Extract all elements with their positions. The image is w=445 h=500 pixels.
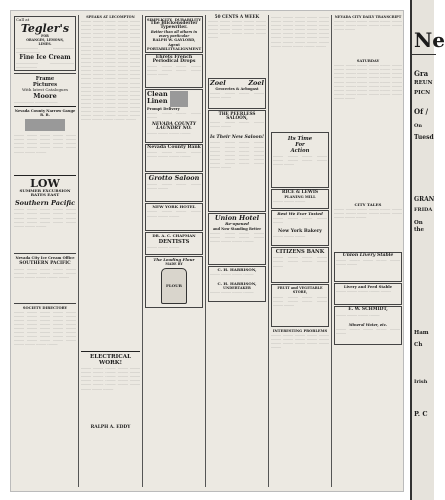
livery-feed-ad: [334, 283, 402, 305]
text-block: .......... .......... .......... .......... .......... .......... .......... .......... .......... .......... .......... .......... .......... .......... .......... .......... .......... .......... .......... .......... .......... .......... .......... .......... .......... .......... .......... .......... .......... .......... .......... .......... .......... .......... .......... .......... .......... .......... .......... ..........: [271, 15, 329, 48]
column-3: [145, 15, 203, 487]
of-heading: Of /: [414, 107, 429, 116]
text-block: .......... .......... .......... ..........: [210, 289, 254, 294]
zoel-name-right: Zoel: [248, 79, 264, 88]
frida-heading: FRIDA: [414, 207, 433, 213]
adjacent-page-edge: [410, 0, 445, 500]
dentists-ad: [145, 232, 203, 254]
schmidt-heading: E. W. SCHMIDT,: [348, 307, 388, 313]
column-5: [271, 15, 329, 487]
citizens-bank-heading: CITIZENS BANK: [275, 249, 325, 256]
text-block: .......... .......... .......... .......... .......... .......... .......... .......... .......... ..........: [273, 294, 327, 307]
gra-heading: Gra: [414, 69, 429, 78]
text-block: .......... .......... .......... .......... .......... ..........: [210, 91, 264, 100]
moore-ad: [14, 76, 76, 104]
moore-subline: With latest Catalogues: [21, 87, 69, 93]
text-block: ...................... ........................ .....................: [16, 61, 74, 70]
tuesd-heading: Tuesd: [414, 134, 434, 141]
its-time-heading: Its Time: [287, 136, 313, 142]
rice-lewis-heading: RICE & LEWIS: [281, 190, 319, 195]
fruit-store-heading: FRUIT and VEGETABLE STORE,: [277, 286, 323, 295]
rates-text: .......... .......... .......... .......... .......... .......... .......... .......... .......... .......... .......... .......... .......... .......... .......... .......... .......... .......... .......... .......... .......... .......... ..........: [14, 207, 76, 228]
zoel-row: [210, 80, 264, 87]
french-drops-heading: Ehrets French Periodical Drops: [152, 54, 196, 64]
grotto-ad: [145, 173, 203, 202]
divider: [412, 54, 436, 55]
p-c-heading: P. C: [414, 410, 428, 418]
simplicity-label: SIMPLICITY: [147, 18, 172, 22]
chapman-name: DR. A. C. CHAPMAN: [152, 233, 196, 239]
union-hotel-ad: [208, 213, 266, 264]
linen-heading: Linen: [147, 96, 168, 105]
divider: [14, 303, 76, 304]
union-hotel-heading: Union Hotel: [214, 214, 260, 223]
harrison-name-1: C. H. HARRISON,: [217, 266, 257, 272]
directory-text: .......... .......... .......... .......... .......... .......... .......... .......... .......... .......... .......... .......... .......... .......... .......... .......... .......... .......... .......... .......... .......... .......... .......... .......... .......... .......... .......... .......... .......... .......... .......... .......... .......... .......... .......... .......... .......... .......... .......... .......... .......... .......... .......... ..........: [14, 309, 76, 347]
typewriter-agent: RALPH W. GAYLORD, Agent: [152, 38, 196, 47]
tegler-line3: LIMES.: [38, 41, 52, 46]
on-heading: On: [414, 123, 422, 129]
low-heading: LOW: [30, 177, 60, 191]
divider: [14, 175, 76, 176]
electrical-work-heading: ELECTRICAL WORK!: [89, 354, 132, 367]
column-2: [81, 15, 140, 487]
text-block: .......... .......... .......... .......... ..........: [336, 289, 391, 294]
typewriter-bottom-row: [147, 47, 201, 51]
action-heading: Action: [290, 148, 310, 154]
timetable-text: .......... .......... .......... .......... .......... .......... .......... .......... .......... .......... .......... .......... .......... .......... .......... .......... .......... .......... .......... .......... .......... .......... ..........: [14, 133, 76, 154]
now-standing: and Now Standing Better: [212, 226, 262, 231]
french-drops-ad: [145, 54, 203, 88]
ch-heading: Ch: [414, 342, 423, 348]
new-york-hotel-ad: [145, 203, 203, 231]
ham-heading: Ham: [414, 330, 429, 336]
text-block: .......... .......... .......... ..........: [210, 271, 254, 276]
rates-east: RATES EAST: [30, 192, 60, 198]
text-block: .......... .......... .......... .......... .......... .......... .......... .......... .......... .......... .......... .......... .......... .......... .......... .......... .......... .......... .......... .......... .......... .......... .......... .......... .......... .......... .......... .......... .......... .......... .......... .......... .......... .......... .......... .......... .......... .......... .......... .......... .......... .......... .......... .......... .......... .......... .......... .......... .......... ..........: [334, 63, 402, 100]
nevada-bank-heading: Nevada County Bank: [147, 145, 201, 151]
for-heading: For: [295, 142, 305, 148]
text-block: .......... .......... .......... .......... .......... ..........: [336, 326, 400, 335]
text-block: .......... .......... .......... .......... .......... .......... .......... .......... .......... .......... .......... .......... .......... ..........: [334, 19, 402, 32]
clean-heading: Clean: [147, 89, 168, 98]
nevada-laundry-line2: LAUNDRY NO.: [156, 126, 192, 132]
column-4: [208, 15, 266, 487]
ralph-eddy: RALPH A. EDDY: [90, 425, 131, 431]
divider: [81, 351, 140, 352]
livery-feed-heading: Livery and Feed Stable: [343, 284, 393, 290]
train-illustration: [25, 119, 65, 131]
ice-cream-office: Nevada City Ice Cream Office: [15, 256, 75, 261]
zoel-name-left: Zoel: [210, 79, 226, 88]
tegler-call-at: Call at: [16, 17, 30, 22]
zoel-ad: [208, 78, 266, 109]
tegler-line1: FOR: [41, 33, 49, 38]
groceries-heading: Groceries & Arbogast: [215, 87, 259, 92]
text-block: .......... .......... .......... .......... .......... ..........: [147, 182, 201, 191]
text-block: .......... .......... .......... .......... .......... .......... .......... .......... .......... .......... .......... .......... .......... .......... ..........: [14, 266, 76, 279]
column-rule: [142, 15, 143, 487]
union-livery-heading: Union Livery Stable: [342, 253, 394, 259]
electrical-text: .......... .......... .......... .......... .......... .......... .......... .......... .......... .......... .......... .......... .......... .......... .......... .......... .......... .......... .......... .......... .......... .......... .......... .......... .......... .......... .......... ..........: [81, 366, 140, 391]
text-block: .......... .......... .......... .......... .......... .......... .......... .......... .......... ..........: [273, 154, 327, 167]
column-1: [14, 15, 76, 487]
scan-margin: [0, 0, 10, 500]
column-rule: [268, 15, 269, 487]
irish-heading: Irish: [414, 379, 428, 385]
dentists-heading: DENTISTS: [158, 238, 190, 245]
city-tales-heading: CITY TALES: [354, 202, 382, 208]
railroad-ad: [14, 109, 76, 173]
gran-heading: GRAN: [414, 196, 435, 203]
new-york-bakery-heading: New York Bakery: [278, 229, 322, 235]
peerless-ad: [208, 110, 266, 212]
column-6: [334, 15, 402, 487]
saturday-heading: SATURDAY: [356, 59, 380, 64]
divider: [14, 253, 76, 254]
portability-label: PORTABILITY: [147, 46, 176, 51]
union-livery-ad: [334, 252, 402, 282]
adjacent-page-title: Ne: [414, 28, 445, 52]
text-block: .......... .......... .......... ..........: [336, 312, 380, 317]
frame-heading: Frame: [35, 76, 55, 83]
alignment-label: ALIGNMENT: [175, 46, 202, 51]
reopened: Re-opened: [225, 221, 249, 227]
text-block: .......... .......... .......... .......... .......... .......... .......... .......... .......... .......... .......... .......... .......... .......... .......... .......... .......... .......... .......... .......... ..........: [208, 19, 266, 40]
reun-heading: REUN: [414, 80, 433, 86]
text-block: .......... .......... ..........: [273, 199, 306, 204]
harrison-name-2: C. H. HARRISON,: [217, 280, 257, 286]
text-block: .......... .......... .......... .......... ..........: [147, 111, 201, 120]
fine-ice-cream-heading: Fine Ice Cream: [19, 54, 71, 62]
text-block: .......... .......... .......... .......... .......... .......... .......... ..........: [147, 150, 201, 159]
tegler-title: Tegler's: [20, 21, 70, 35]
divider: [14, 73, 76, 74]
lecompton-heading: SPEAKS AT LECOMPTON: [86, 15, 135, 19]
grotto-heading: Grotto Saloon: [148, 174, 200, 183]
newspaper-page: [10, 10, 404, 492]
text-block: ...................... ..................... ........................: [16, 45, 74, 54]
text-block: .......... .......... .......... .......... .......... ..........: [210, 120, 264, 129]
tegler-ad: [14, 16, 76, 71]
summer-excursion: SUMMER EXCURSION: [19, 188, 71, 194]
text-block: .......... .......... ..........: [273, 234, 306, 239]
laundry-ad: [145, 89, 203, 143]
nevada-laundry-line1: NEVADA COUNTY: [151, 122, 197, 128]
citizens-bank-ad: [271, 247, 329, 283]
picn-heading: PICN: [414, 90, 431, 96]
pictures-heading: Pictures: [32, 82, 58, 89]
fruit-store-ad: [271, 284, 329, 326]
southern-pacific-heading: Southern Pacific: [14, 199, 76, 208]
text-block: .......... .......... .......... .......... .......... .......... .......... .......... .......... .......... .......... ..........: [210, 230, 264, 243]
masthead-heading: NEVADA CITY DAILY TRANSCRIPT: [334, 15, 402, 19]
column-rule: [205, 15, 206, 487]
column-rule: [78, 15, 79, 487]
society-directory-heading: SOCIETY DIRECTORY: [22, 305, 68, 310]
text-block: .......... .......... .......... .......... ..........: [273, 216, 327, 225]
harrison-ad: [208, 266, 266, 302]
text-block: .......... .......... .......... .......... .......... .......... ..........: [147, 209, 201, 218]
schmidt-ad: [334, 306, 402, 344]
new-york-hotel-heading: NEW YORK HOTEL: [152, 204, 196, 210]
text-block: .......... .......... .......... .......... .......... .......... ..........: [336, 258, 400, 267]
fifty-cents-heading: 50 CENTS A WEEK: [214, 14, 260, 19]
text-block: .......... .......... ..........: [147, 244, 180, 249]
interesting-problems-heading: INTERESTING PROBLEMS: [272, 328, 328, 333]
bakery-ad: [271, 210, 329, 246]
best-ever-tasted: Best We Ever Tasted: [277, 211, 323, 217]
text-block: .................... ......................: [14, 99, 58, 104]
flour-ad: [145, 256, 203, 308]
blickensderfer-heading: The Blickensderfer Typewriter.: [150, 21, 198, 31]
its-time-ad: [271, 132, 329, 188]
bank-ad: [145, 144, 203, 172]
better-than-all: Better than all others in every particular: [150, 30, 198, 39]
text-block: .......... .......... .......... .......... .......... .......... .......... .......... .......... .......... .......... .......... .......... .......... ..........: [334, 207, 402, 220]
text-block: .......... .......... .......... .......... .......... .......... .......... .......... ..........: [273, 255, 327, 268]
southern-pacific-subheading: SOUTHERN PACIFIC: [19, 261, 71, 267]
typewriter-ad: [145, 16, 203, 53]
column-rule: [331, 15, 332, 487]
railroad-heading: Nevada County Narrow Gauge R. R.: [14, 108, 76, 118]
rice-lewis-ad: [271, 189, 329, 209]
laundry-illustration: [170, 91, 188, 107]
made-by: MADE BY: [165, 261, 183, 266]
moore-heading: Moore: [33, 91, 57, 100]
flour-sack-label: FLOUR: [166, 282, 182, 288]
text-block: .......... .......... .......... .......... .......... .......... .......... .......... .......... .......... .......... .......... .......... .......... .......... .......... .......... .......... .......... .......... .......... .......... .......... .......... .......... ..........: [210, 140, 264, 170]
peerless-heading: THE PEERLESS SALOON,: [218, 111, 256, 121]
prompt-delivery: Prompt Delivery: [147, 106, 180, 111]
clean-linen-row: [147, 91, 201, 107]
clean-linen-words: [147, 91, 168, 107]
divider: [14, 106, 76, 107]
text-block: .......... .......... .......... ..........: [147, 131, 191, 136]
planing-mill: PLANING MILL: [284, 195, 316, 200]
durability-label: DURABILITY: [174, 18, 201, 22]
flour-sack-illustration: [161, 268, 187, 304]
new-saloon-heading: Is Their New Saloon!: [210, 135, 264, 141]
mineral-water: Mineral Water, etc.: [348, 322, 388, 327]
excursion-ad: [14, 178, 76, 251]
undertaker-label: UNDERTAKER: [223, 285, 251, 290]
leading-flour-heading: The Leading Flour: [153, 256, 195, 262]
tegler-line2: ORANGES, LEMONS,: [26, 37, 64, 42]
article-text: .......... .......... .......... .......... .......... .......... .......... .......... .......... .......... .......... .......... .......... .......... .......... .......... .......... .......... .......... .......... .......... .......... .......... .......... .......... .......... .......... .......... .......... .......... .......... .......... .......... .......... .......... .......... .......... .......... .......... .......... .......... .......... .......... .......... .......... .......... .......... .......... .......... .......... .......... .......... .......... .......... .......... .......... .......... .......... .......... .......... .......... .......... .......... .......... .......... .......... .......... .......... .......... .......... .......... .......... .......... .......... .......... .......... .......... .......... .......... .......... .......... .......... .......... .......... .......... .......... .......... .......... .......... .......... .......... .......... .......... .......... .......... .......... .......... .......... .......... .......... .......... .......... .......... .......... .......... .......... .......... .......... .......... .......... .......... .......... .......... .......... .......... .......... .......... .......... .......... .......... .......... .......... .......... .......... ..........: [81, 19, 140, 122]
on-the-heading: On the: [414, 220, 425, 233]
text-block: .......... .......... .......... .......... .......... .......... .......... .......... .......... ..........: [147, 63, 201, 77]
text-block: .......... .......... .......... .......... .......... .......... .......... .......... .......... .......... .......... .......... .......... .......... .......... ..........: [271, 332, 329, 349]
